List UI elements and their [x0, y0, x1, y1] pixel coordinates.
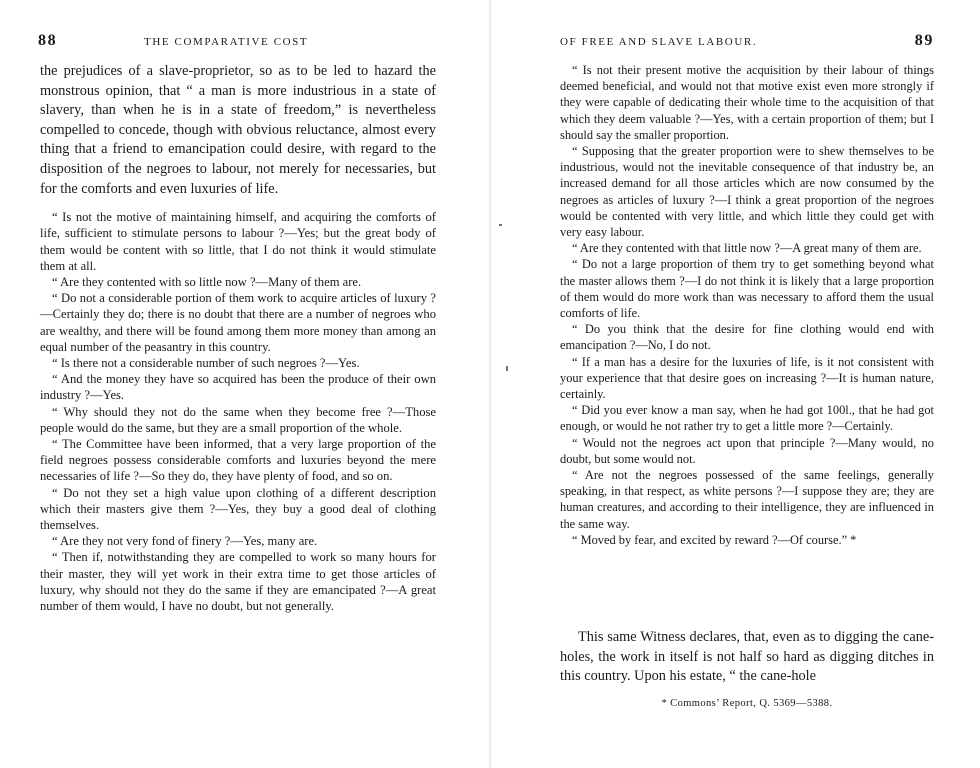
page-number: 89 [914, 32, 934, 49]
testimony-paragraph: “ Is not the motive of maintaining himself, and acquiring the comforts of life, sufficient to stimulate persons to labour ?—Yes; but the great body of them would be content with so little, that I do not think it would stimulate them at all. [40, 210, 436, 273]
testimony-paragraph: “ Moved by fear, and excited by reward ?—Of course.” * [572, 532, 857, 547]
testimony-paragraph: “ Supposing that the greater proportion were to shew themselves to be industrious, would not the inevitable consequence of that industry be, an increased demand for all those articles which are now consumed by the negroes as articles of luxury ?—I think a great proportion of the negroes would be contented with very little, and which little they could get with very easy labour. [560, 144, 934, 240]
testimony-paragraph: “ And the money they have so acquired has been the produce of their own industry ?—Yes. [40, 372, 436, 403]
right-text-column [560, 62, 934, 548]
right-page [490, 0, 980, 768]
body-paragraph: This same Witness declares, that, even as to digging the cane-holes, the work in itself is not half so hard as digging ditches in this country. Upon his estate, “ the cane-hole [560, 629, 934, 685]
testimony-paragraph: “ If a man has a desire for the luxuries of life, is it not consistent with your experience that that desire goes on increasing ?—It is human nature, certainly. [560, 354, 934, 402]
body-paragraph: the prejudices of a slave-proprietor, so as to be led to hazard the monstrous opinion, that “ a man is more industrious in a state of slavery, than when he is in a state of freedom,” is nevertheless compelled to concede, though with obvious reluctance, almost every thing that a friend to emancipation could desire, with regard to the disposition of the negroes to labour, not merely for necessaries, but for the comforts and even luxuries of life. [40, 63, 436, 197]
left-page-header [38, 34, 448, 56]
closing-paragraph-block [560, 628, 934, 687]
right-page-header [560, 34, 934, 56]
testimony-paragraph: “ Do not they set a high value upon clothing of a different description which their masters give them ?—Yes, they buy a good deal of clothing themselves. [40, 485, 436, 533]
page-number: 88 [38, 32, 58, 49]
footnote: * Commons’ Report, Q. 5369—5388. [661, 698, 833, 709]
running-head: OF FREE AND SLAVE LABOUR. [560, 36, 758, 48]
running-head: THE COMPARATIVE COST [144, 36, 309, 48]
testimony-paragraph: “ Do not a considerable portion of them work to acquire articles of luxury ?—Certainly they do; there is no doubt that there are a number of negroes who are wealthy, and there will be found among them more money than among an equal number of the peasantry in this country. [40, 291, 436, 354]
testimony-paragraph: “ Are they not very fond of finery ?—Yes, many are. [52, 534, 318, 549]
scan-speck [506, 366, 508, 371]
testimony-paragraph: “ Do not a large proportion of them try to get something beyond what the master allows them ?—I do not think it is likely that a large proportion of them would do more work than was necessary to afford them the usual comforts of life. [560, 257, 934, 321]
testimony-paragraph: “ Are they contented with so little now ?—Many of them are. [52, 274, 362, 289]
testimony-paragraph: “ Is there not a considerable number of such negroes ?—Yes. [52, 355, 360, 370]
testimony-paragraph: “ Did you ever know a man say, when he had got 100l., that he had got enough, or would he not rather try to get a little more ?—Certainly. [560, 403, 934, 434]
testimony-paragraph: “ Do you think that the desire for fine clothing would end with emancipation ?—No, I do not. [560, 322, 934, 353]
testimony-paragraph: “ Are not the negroes possessed of the same feelings, generally speaking, in that respect, as white persons ?—I suppose they are; they are human creatures, and according to their intelligence, they are influenced in the same way. [560, 468, 934, 531]
scan-speck [499, 224, 502, 226]
testimony-paragraph: “ Then if, notwithstanding they are compelled to work so many hours for their master, they will yet work in their extra time to get those articles of luxury, why should not they do the same if they are emancipated ?—A great number of them would, I have no doubt, but not generally. [40, 550, 436, 614]
testimony-paragraph: “ Would not the negroes act upon that principle ?—Many would, no doubt, but some would not. [560, 435, 934, 466]
testimony-paragraph: “ The Committee have been informed, that a very large proportion of the field negroes possess considerable comforts and luxuries beyond the mere necessaries of life ?—So they do, they have plenty of food, and so on. [40, 437, 436, 484]
left-text-column [40, 62, 436, 614]
testimony-paragraph: “ Are they contented with that little now ?—A great many of them are. [572, 241, 922, 256]
testimony-paragraph: “ Why should they not do the same when they become free ?—Those people would do the same, but they are a small proportion of the whole. [40, 404, 436, 435]
testimony-paragraph: “ Is not their present motive the acquisition by their labour of things deemed beneficial, and would not that motive exist even more strongly if they were capable of dedicating their whole time to the acquisition of that which they deem valuable ?—Yes, with a certain proportion of them; but I should say the smaller proportion. [560, 63, 934, 142]
